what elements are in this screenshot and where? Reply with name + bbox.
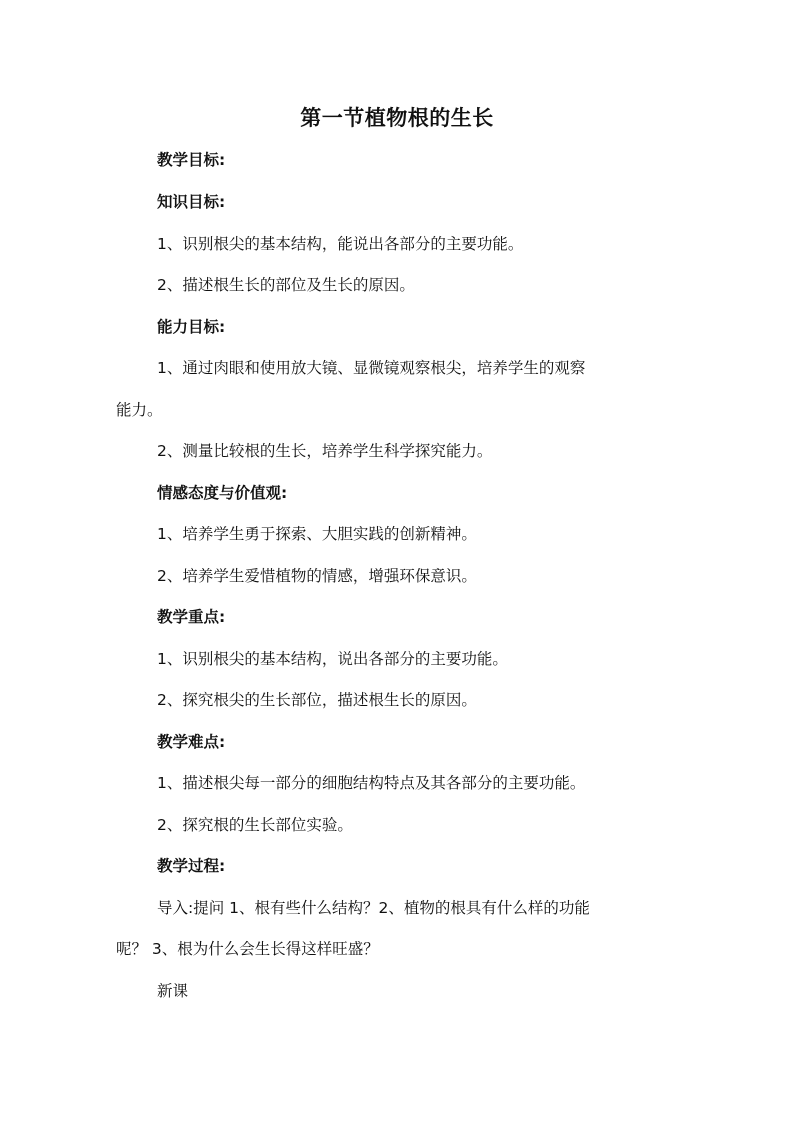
new-lesson-label: 新课 [157,982,189,1000]
key-point-1: 1、识别根尖的基本结构，说出各部分的主要功能。 [157,650,508,668]
intro-line-1: 导入:提问 1、根有些什么结构？2、植物的根具有什么样的功能 [157,899,590,917]
intro-line-2: 呢？ 3、根为什么会生长得这样旺盛？ [116,940,379,958]
knowledge-heading: 知识目标: [157,193,226,211]
knowledge-item-1: 1、识别根尖的基本结构，能说出各部分的主要功能。 [157,235,524,253]
emotion-item-1: 1、培养学生勇于探索、大胆实践的创新精神。 [157,525,477,543]
difficulty-item-2: 2、探究根的生长部位实验。 [157,816,353,834]
key-point-2: 2、探究根尖的生长部位，描述根生长的原因。 [157,691,477,709]
emotion-item-2: 2、培养学生爱惜植物的情感，增强环保意识。 [157,567,477,585]
ability-item-2: 2、测量比较根的生长，培养学生科学探究能力。 [157,442,493,460]
key-points-heading: 教学重点: [157,608,226,626]
knowledge-item-2: 2、描述根生长的部位及生长的原因。 [157,276,415,294]
ability-heading: 能力目标: [157,318,226,336]
ability-item-1: 1、通过肉眼和使用放大镜、显微镜观察根尖，培养学生的观察 [157,359,586,377]
goals-heading: 教学目标: [157,151,226,169]
emotion-heading: 情感态度与价值观: [157,484,288,502]
ability-item-1-continued: 能力。 [116,401,163,419]
page-title: 第一节植物根的生长 [300,106,494,130]
difficulty-heading: 教学难点: [157,733,226,751]
process-heading: 教学过程: [157,857,226,875]
difficulty-item-1: 1、描述根尖每一部分的细胞结构特点及其各部分的主要功能。 [157,774,586,792]
